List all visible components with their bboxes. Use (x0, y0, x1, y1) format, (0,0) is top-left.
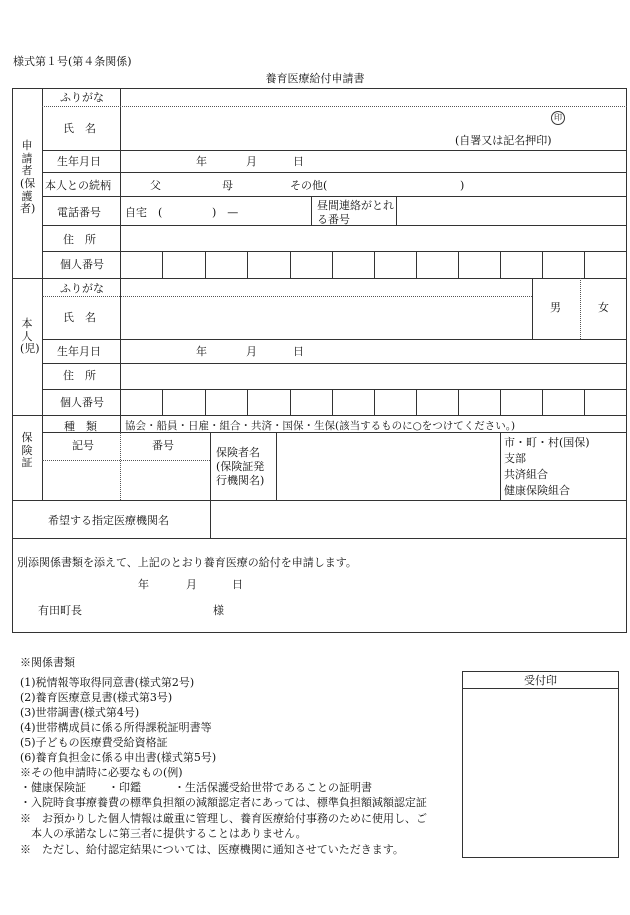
insurer-name-label: 保険者名(保険証発行機関名) (216, 446, 265, 487)
reception-stamp-box[interactable] (462, 671, 619, 858)
patient-address-field[interactable] (121, 364, 626, 388)
list-item: (1)税情報等取得同意書(様式第2号) (20, 676, 195, 689)
applicant-dob-year: 年 (196, 155, 207, 168)
insurer-type-branch[interactable]: 支部 (504, 452, 526, 465)
list-item: ※ お預かりした個人情報は厳重に管理し、養育医療給付事務のために使用し、ご (20, 812, 427, 825)
relation-other-close: ) (460, 179, 465, 192)
applicant-name-label: 氏 名 (63, 122, 96, 135)
applicant-mynumber-label: 個人番号 (60, 258, 104, 271)
patient-address-label: 住 所 (63, 369, 96, 382)
patient-dob-month: 月 (246, 345, 257, 358)
patient-furigana-label: ふりがな (60, 282, 104, 295)
phone-label: 電話番号 (57, 206, 101, 219)
list-item: 本人の承諾なしに第三者に提供することはありません。 (20, 827, 307, 840)
applicant-dob-month: 月 (246, 155, 257, 168)
phone-home: 自宅 ( (125, 206, 163, 219)
applicant-address-field[interactable] (121, 226, 626, 250)
addressee: 有田町長 (38, 604, 82, 617)
insurer-type-mutual[interactable]: 共済組合 (504, 468, 548, 481)
patient-name-field[interactable] (121, 297, 531, 337)
request-day: 日 (232, 578, 243, 591)
insurance-type-label: 種 類 (64, 420, 97, 433)
form-number: 様式第１号(第４条関係) (13, 55, 132, 68)
relation-mother[interactable]: 母 (222, 179, 233, 192)
list-item: (3)世帯調書(様式第4号) (20, 706, 140, 719)
insurance-number-label: 番号 (152, 439, 174, 452)
insurance-symbol-label: 記号 (72, 439, 94, 452)
list-item: (2)養育医療意見書(様式第3号) (20, 691, 173, 704)
daytime-contact-label: 昼間連絡がとれる番号 (317, 199, 394, 226)
seal-mark-icon: 印 (551, 111, 565, 125)
request-year: 年 (138, 578, 149, 591)
institution-field[interactable] (211, 501, 626, 537)
insurance-symbol-field[interactable] (43, 461, 119, 499)
relation-father[interactable]: 父 (150, 179, 161, 192)
applicant-dob-label: 生年月日 (57, 155, 101, 168)
patient-dob-label: 生年月日 (57, 345, 101, 358)
patient-section-label: 本人(児) (20, 317, 40, 356)
applicant-section-label: 申請者(保護者) (20, 139, 36, 216)
insurance-section-label: 保険証 (21, 431, 33, 470)
insurer-name-field[interactable] (277, 433, 499, 499)
institution-label: 希望する指定医療機関名 (48, 514, 169, 527)
addressee-honorific: 様 (213, 604, 224, 617)
phone-home-field[interactable] (170, 198, 310, 224)
request-statement: 別添関係書類を添えて、上記のとおり養育医療の給付を申請します。 (17, 556, 357, 569)
patient-name-label: 氏 名 (63, 311, 96, 324)
list-item: ・健康保険証 ・印鑑 ・生活保護受給世帯であることの証明書 (20, 781, 372, 794)
patient-furigana-field[interactable] (121, 279, 531, 295)
applicant-dob-day: 日 (293, 155, 304, 168)
patient-dob-year: 年 (196, 345, 207, 358)
relation-other[interactable]: その他( (290, 179, 328, 192)
patient-mynumber-label: 個人番号 (60, 396, 104, 409)
list-item: (6)養育負担金に係る申出書(様式第5号) (20, 751, 217, 764)
relation-label: 本人との続柄 (45, 179, 111, 192)
list-item: (5)子どもの医療費受給資格証 (20, 736, 168, 749)
applicant-furigana-label: ふりがな (60, 91, 104, 104)
list-item: ※ ただし、給付認定結果については、医療機関に通知させていただきます。 (20, 843, 404, 856)
seal-note: (自署又は記名押印) (455, 134, 552, 147)
request-month: 月 (186, 578, 197, 591)
applicant-furigana-field[interactable] (121, 89, 626, 105)
list-item: ※その他申請時に必要なもの(例) (20, 766, 183, 779)
list-item: ・入院時食事療養費の標準負担額の減額認定者にあっては、標準負担額減額認定証 (20, 796, 427, 809)
patient-dob-day: 日 (293, 345, 304, 358)
insurance-type-options[interactable]: 協会・船員・日雇・組合・共済・国保・生保(該当するものに○をつけてください。) (125, 420, 516, 432)
applicant-address-label: 住 所 (63, 233, 96, 246)
page-title: 養育医療給付申請書 (265, 72, 365, 85)
gender-male[interactable]: 男 (550, 301, 561, 314)
reception-label: 受付印 (524, 674, 557, 687)
insurer-type-health[interactable]: 健康保険組合 (504, 484, 570, 497)
documents-heading: ※関係書類 (20, 656, 75, 669)
phone-home-close: ) — (212, 206, 239, 219)
gender-female[interactable]: 女 (598, 301, 609, 314)
insurer-type-city[interactable]: 市・町・村(国保) (504, 436, 590, 449)
list-item: (4)世帯構成員に係る所得課税証明書等 (20, 721, 212, 734)
insurance-number-field[interactable] (121, 461, 209, 499)
daytime-contact-field[interactable] (397, 198, 626, 224)
